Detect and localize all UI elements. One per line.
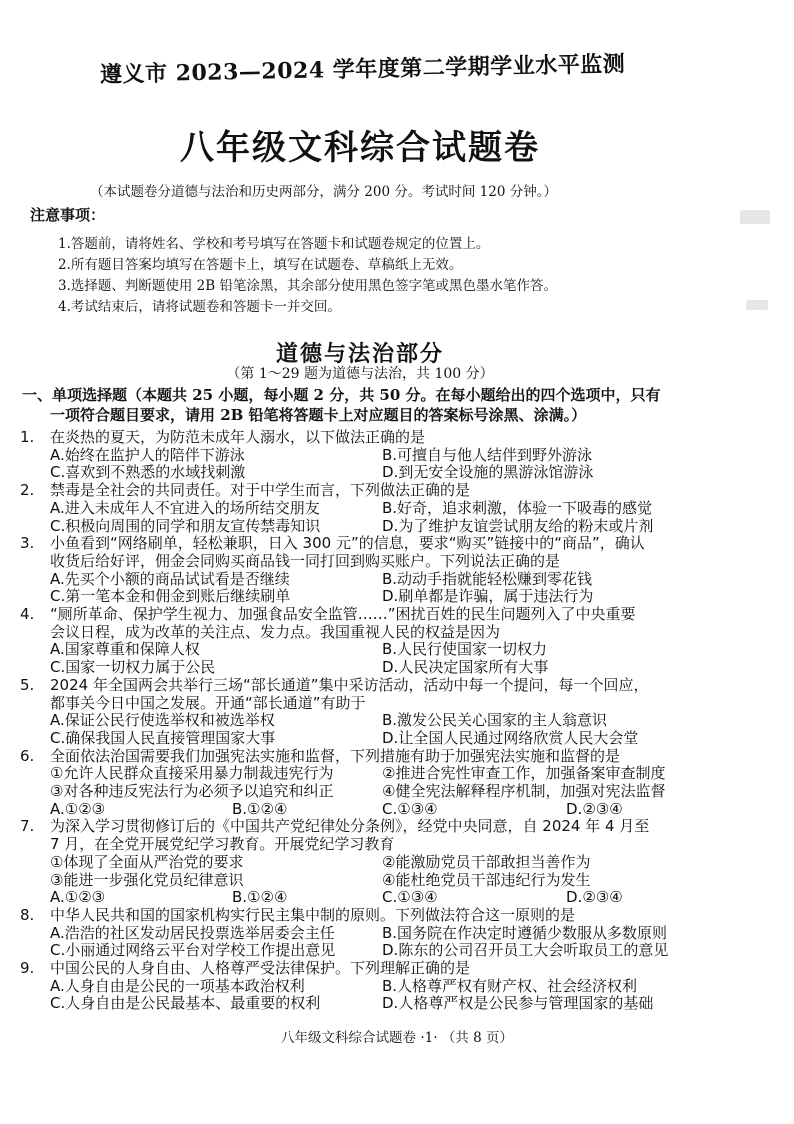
answer-option: B.人民行使国家一切权力 bbox=[382, 640, 548, 659]
question-text: 中国公民的人身自由、人格尊严受法律保护。下列理解正确的是 bbox=[50, 959, 471, 977]
answer-option: ②推进合宪性审查工作，加强备案审查制度 bbox=[382, 764, 666, 783]
answer-option: B.①②④ bbox=[232, 888, 288, 907]
question-text: C.确保我国人民直接管理国家大事 bbox=[50, 728, 276, 747]
question-text: 小鱼看到“网络刷单，轻松兼职，日入 300 元”的信息，要求“购买”链接中的“商品”，确认 bbox=[50, 534, 645, 553]
question-text: A.人身自由是公民的一项基本政治权利 bbox=[50, 976, 305, 995]
answer-option: ④能杜绝党员干部违纪行为发生 bbox=[382, 870, 591, 889]
question-text: ①体现了全面从严治党的要求 bbox=[50, 852, 244, 871]
answer-option: B.可擅自与他人结伴到野外游泳 bbox=[382, 445, 593, 464]
exam-subnote: （本试题卷分道德与法治和历史两部分，满分 200 分。考试时间 120 分钟。） bbox=[90, 184, 557, 200]
answer-option: ②能激励党员干部敢担当善作为 bbox=[382, 852, 591, 871]
question-number: 9. bbox=[20, 959, 35, 977]
question-text: A.①②③ bbox=[50, 799, 106, 818]
answer-option: ④健全宪法解释程序机制，加强对宪法监督 bbox=[382, 782, 666, 800]
question-text: “厕所革命、保护学生视力、加强食品安全监管……”困扰百姓的民生问题列入了中央重要 bbox=[50, 605, 636, 623]
question-text: ③能进一步强化党员纪律意识 bbox=[50, 870, 244, 889]
question-text: 在炎热的夏天，为防范未成年人溺水，以下做法正确的是 bbox=[50, 428, 426, 446]
answer-option: D.陈东的公司召开员工大会听取员工的意见 bbox=[382, 941, 669, 960]
answer-option: D.人格尊严权是公民参与管理国家的基础 bbox=[382, 994, 654, 1013]
page-footer: 八年级文科综合试题卷 ·1· （共 8 页） bbox=[281, 1030, 513, 1046]
question-number: 8. bbox=[20, 905, 35, 924]
answer-option: B.激发公民关心国家的主人翁意识 bbox=[382, 711, 608, 730]
question-text: A.①②③ bbox=[50, 888, 106, 907]
question-text: C.国家一切权力属于公民 bbox=[50, 658, 216, 677]
question-text: ③对各种违反宪法行为必须予以追究和纠正 bbox=[50, 782, 334, 800]
question-text: C.第一笔本金和佣金到账后继续刷单 bbox=[50, 587, 291, 606]
notice-item: 4.考试结束后，请将试题卷和答题卡一并交回。 bbox=[58, 299, 341, 315]
question-text: A.浩浩的社区发动居民投票选举居委会主任 bbox=[50, 923, 335, 942]
notice-item: 2.所有题目答案均填写在答题卡上，填写在试题卷、草稿纸上无效。 bbox=[58, 257, 463, 273]
answer-option: D.让全国人民通过网络欣赏人民大会堂 bbox=[382, 728, 639, 747]
question-text: 禁毒是全社会的共同责任。对于中学生而言，下列做法正确的是 bbox=[50, 481, 471, 500]
answer-option: D.人民决定国家所有大事 bbox=[382, 658, 549, 677]
question-number: 3. bbox=[20, 534, 35, 553]
question-text: A.进入未成年人不宜进入的场所结交朋友 bbox=[50, 498, 320, 517]
question-number: 6. bbox=[20, 746, 35, 765]
notice-item: 3.选择题、判断题使用 2B 铅笔涂黑，其余部分使用黑色签字笔或黑色墨水笔作答。 bbox=[58, 278, 557, 294]
answer-option: B.人格尊严权有财产权、社会经济权利 bbox=[382, 976, 638, 995]
answer-option: B.动动手指就能轻松赚到零花钱 bbox=[382, 569, 593, 588]
section-subtitle: （第 1～29 题为道德与法治，共 100 分） bbox=[226, 366, 494, 382]
exam-header-title: 遵义市 2023—2024 学年度第二学期学业水平监测 bbox=[99, 51, 626, 88]
question-text: C.小丽通过网络云平台对学校工作提出意见 bbox=[50, 941, 336, 960]
section-title: 道德与法治部分 bbox=[275, 341, 444, 367]
question-text: 收货后给好评，佣金会同购买商品钱一同打回到购买账户。下列说法正确的是 bbox=[50, 551, 561, 570]
question-number: 5. bbox=[20, 675, 35, 694]
question-text: ①允许人民群众直接采用暴力制裁违宪行为 bbox=[50, 764, 334, 783]
notice-heading: 注意事项： bbox=[30, 206, 106, 224]
answer-option: D.②③④ bbox=[566, 888, 623, 907]
answer-option: D.刷单都是诈骗，属于违法行为 bbox=[382, 587, 594, 606]
question-number: 4. bbox=[20, 605, 35, 623]
answer-option: B.①②④ bbox=[232, 799, 288, 818]
question-text: 会议日程，成为改革的关注点、发力点。我国重视人民的权益是因为 bbox=[50, 622, 501, 641]
answer-option: B.国务院在作决定时遵循少数服从多数原则 bbox=[382, 923, 668, 942]
question-text: A.保证公民行使选举权和被选举权 bbox=[50, 711, 275, 730]
question-text: A.先买个小额的商品试试看是否继续 bbox=[50, 569, 290, 588]
part-heading-continued: 一项符合题目要求，请用 2B 铅笔将答题卡上对应题目的答案标号涂黑、涂满。） bbox=[50, 406, 587, 424]
question-text: C.积极向周围的同学和朋友宣传禁毒知识 bbox=[50, 516, 321, 535]
answer-option: D.到无安全设施的黑游泳馆游泳 bbox=[382, 463, 594, 482]
question-text: 都事关今日中国之发展。开通“部长通道”有助于 bbox=[50, 693, 366, 712]
part-heading: 一、单项选择题（本题共 25 小题，每小题 2 分，共 50 分。在每小题给出的四个选项中，只有 bbox=[22, 386, 661, 404]
question-text: 中华人民共和国的国家机构实行民主集中制的原则。下列做法符合这一原则的是 bbox=[50, 905, 576, 924]
exam-main-title: 八年级文科综合试题卷 bbox=[180, 128, 540, 168]
question-text: 2024 年全国两会共举行三场“部长通道”集中采访活动，活动中每一个提问，每一个回应， bbox=[50, 675, 649, 694]
answer-option: B.好奇，追求刺激，体验一下吸毒的感觉 bbox=[382, 498, 653, 517]
answer-option: C.①③④ bbox=[382, 799, 438, 818]
question-text: A.国家尊重和保障人权 bbox=[50, 640, 200, 659]
question-text: 为深入学习贯彻修订后的《中国共产党纪律处分条例》，经党中央同意，自 2024 年 4 月至 bbox=[50, 817, 650, 836]
question-text: A.始终在监护人的陪伴下游泳 bbox=[50, 445, 245, 464]
question-text: C.喜欢到不熟悉的水域找刺激 bbox=[50, 463, 246, 482]
answer-option: C.①③④ bbox=[382, 888, 438, 907]
question-text: 全面依法治国需要我们加强宪法实施和监督，下列措施有助于加强宪法实施和监督的是 bbox=[50, 746, 621, 765]
question-text: 7 月，在全党开展党纪学习教育。开展党纪学习教育 bbox=[50, 835, 395, 854]
answer-option: D.为了维护友谊尝试朋友给的粉末或片剂 bbox=[382, 516, 654, 535]
question-text: C.人身自由是公民最基本、最重要的权利 bbox=[50, 994, 321, 1013]
question-number: 7. bbox=[20, 817, 35, 836]
question-number: 2. bbox=[20, 481, 35, 500]
answer-option: D.②③④ bbox=[566, 799, 623, 818]
notice-item: 1.答题前，请将姓名、学校和考号填写在答题卡和试题卷规定的位置上。 bbox=[58, 236, 490, 252]
question-number: 1. bbox=[20, 428, 35, 446]
